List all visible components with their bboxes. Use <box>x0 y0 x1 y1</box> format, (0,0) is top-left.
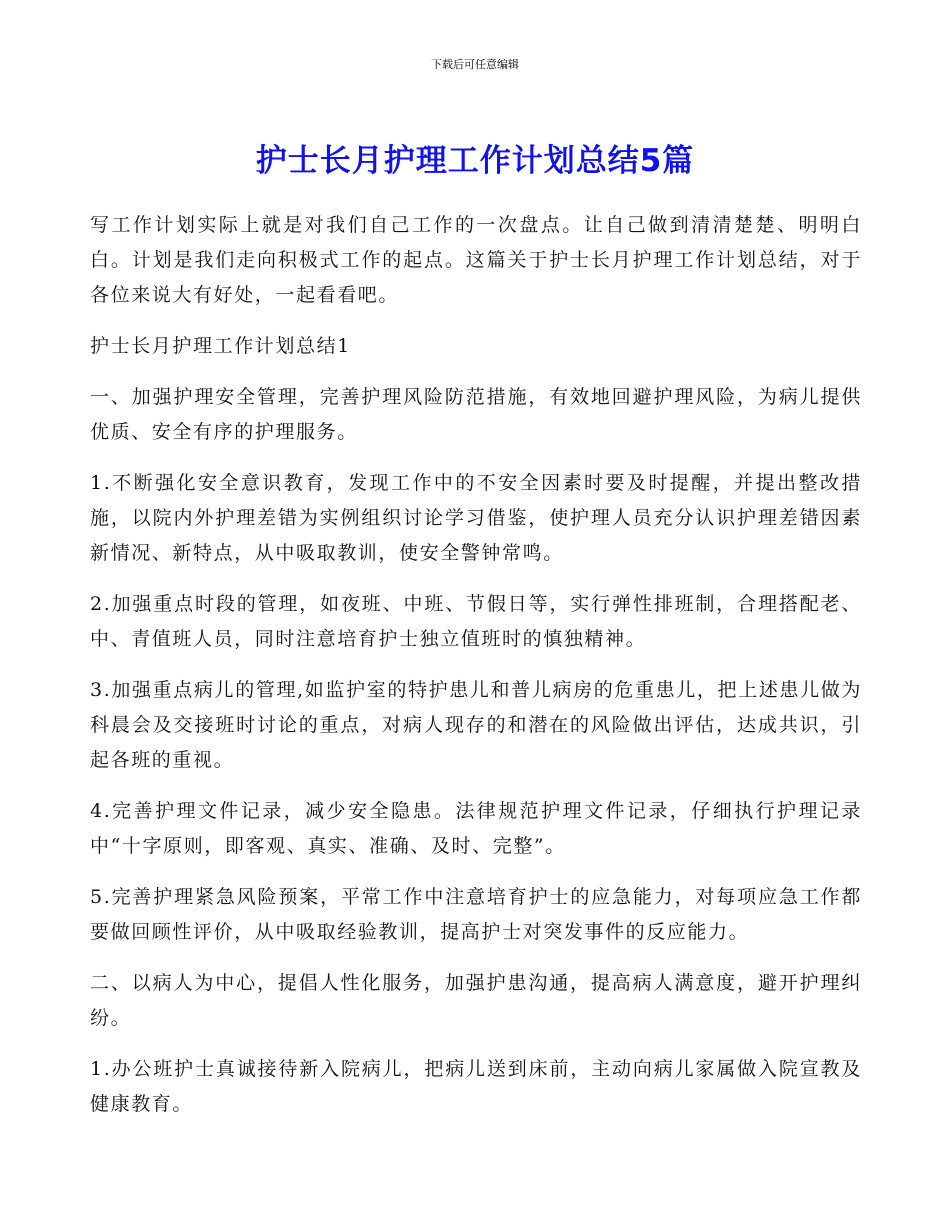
paragraph: 1.不断强化安全意识教育，发现工作中的不安全因素时要及时提醒，并提出整改措施，以院内外护理差错为实例组织讨论学习借鉴，使护理人员充分认识护理差错因素新情况、新特点，从中吸取教训，使安全警钟常鸣。 <box>90 472 862 564</box>
paragraph: 2.加强重点时段的管理，如夜班、中班、节假日等，实行弹性排班制，合理搭配老、中、青值班人员，同时注意培育护士独立值班时的慎独精神。 <box>90 593 862 650</box>
paragraph: 一、加强护理安全管理，完善护理风险防范措施，有效地回避护理风险，为病儿提供优质、安全有序的护理服务。 <box>90 386 862 443</box>
document-body <box>90 208 862 1138</box>
paragraph: 二、以病人为中心，提倡人性化服务，加强护患沟通，提高病人满意度，避开护理纠纷。 <box>90 972 862 1029</box>
paragraph: 5.完善护理紧急风险预案，平常工作中注意培育护士的应急能力，对每项应急工作都要做回顾性评价，从中吸取经验教训，提高护士对突发事件的反应能力。 <box>90 886 862 943</box>
paragraph: 3.加强重点病儿的管理,如监护室的特护患儿和普儿病房的危重患儿，把上述患儿做为科晨会及交接班时讨论的重点，对病人现存的和潜在的风险做出评估，达成共识，引起各班的重视。 <box>90 679 862 771</box>
paragraph-intro: 写工作计划实际上就是对我们自己工作的一次盘点。让自己做到清清楚楚、明明白白。计划是我们走向积极式工作的起点。这篇关于护士长月护理工作计划总结，对于各位来说大有好处，一起看看吧。 <box>90 214 862 306</box>
header-note: 下载后可任意编辑 <box>431 58 519 71</box>
paragraph: 4.完善护理文件记录，减少安全隐患。法律规范护理文件记录，仔细执行护理记录中“十字原则，即客观、真实、准确、及时、完整”。 <box>90 800 862 857</box>
paragraph: 1.办公班护士真诚接待新入院病儿，把病儿送到床前，主动向病儿家属做入院宣教及健康教育。 <box>90 1058 862 1115</box>
section-heading: 护士长月护理工作计划总结1 <box>90 335 351 357</box>
document-title: 护士长月护理工作计划总结5篇 <box>255 143 695 179</box>
